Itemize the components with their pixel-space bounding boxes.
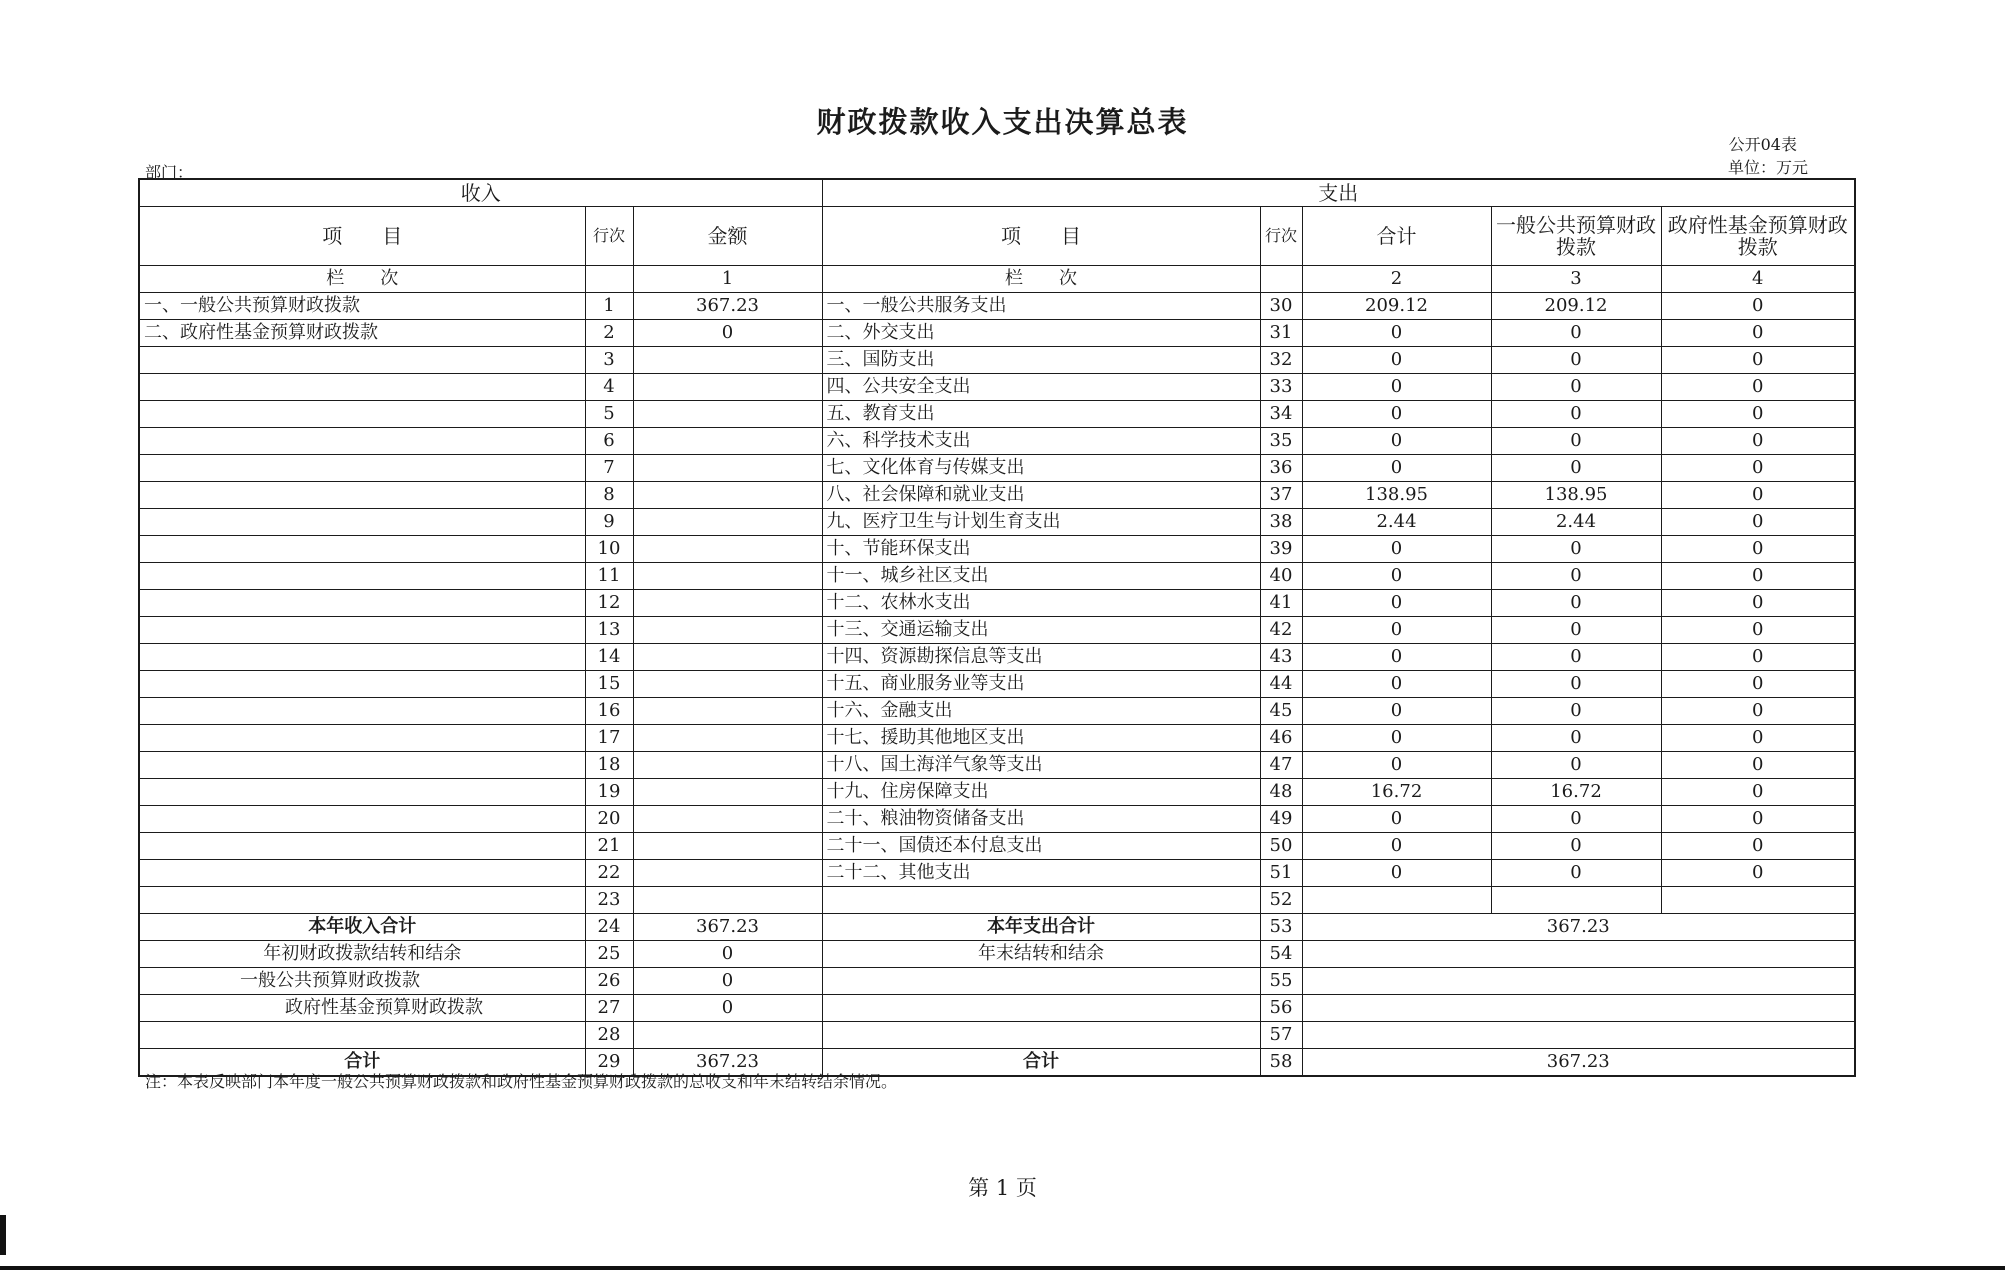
expense-item-cell: 二十、粮油物资储备支出 — [822, 806, 1260, 833]
expense-total-cell: 0 — [1302, 806, 1491, 833]
income-index-line — [585, 266, 633, 293]
income-amount-cell — [633, 401, 822, 428]
income-line-cell: 19 — [585, 779, 633, 806]
expense-fund-cell: 0 — [1661, 671, 1855, 698]
section-header-row — [139, 179, 1855, 207]
expense-item-cell: 十六、金融支出 — [822, 698, 1260, 725]
income-item-cell — [139, 590, 585, 617]
expense-fund-cell — [1661, 887, 1855, 914]
table-row — [139, 617, 1855, 644]
income-index-amount: 1 — [633, 266, 822, 293]
table-row — [139, 887, 1855, 914]
expense-item-cell: 十八、国土海洋气象等支出 — [822, 752, 1260, 779]
expense-item-cell: 十一、城乡社区支出 — [822, 563, 1260, 590]
summary-income-item-cell — [139, 1022, 585, 1049]
table-row — [139, 779, 1855, 806]
summary-income-item-cell: 年初财政拨款结转和结余 — [139, 941, 585, 968]
expense-line-cell: 52 — [1260, 887, 1302, 914]
table-row — [139, 401, 1855, 428]
income-line-cell: 3 — [585, 347, 633, 374]
income-amount-cell — [633, 509, 822, 536]
expense-general-cell: 0 — [1491, 428, 1661, 455]
expense-item-cell: 一、一般公共服务支出 — [822, 293, 1260, 320]
expense-general-cell: 0 — [1491, 374, 1661, 401]
table-row — [139, 536, 1855, 563]
expense-line-header: 行次 — [1260, 207, 1302, 266]
income-amount-cell — [633, 671, 822, 698]
expense-item-cell: 三、国防支出 — [822, 347, 1260, 374]
income-amount-cell — [633, 752, 822, 779]
expense-general-cell: 0 — [1491, 401, 1661, 428]
expense-item-cell: 八、社会保障和就业支出 — [822, 482, 1260, 509]
summary-income-item-cell: 合计 — [139, 1049, 585, 1077]
income-amount-cell — [633, 590, 822, 617]
table-row — [139, 644, 1855, 671]
table-row — [139, 725, 1855, 752]
income-index-label: 栏 次 — [139, 266, 585, 293]
table-row — [139, 455, 1855, 482]
table-row — [139, 347, 1855, 374]
summary-expense-value-cell: 367.23 — [1302, 914, 1855, 941]
expense-item-cell: 十九、住房保障支出 — [822, 779, 1260, 806]
summary-income-amount-cell: 0 — [633, 941, 822, 968]
income-amount-cell — [633, 617, 822, 644]
table-row — [139, 590, 1855, 617]
expense-general-cell: 0 — [1491, 590, 1661, 617]
expense-line-cell: 46 — [1260, 725, 1302, 752]
expense-fund-cell: 0 — [1661, 833, 1855, 860]
expense-line-cell: 34 — [1260, 401, 1302, 428]
expense-index-line — [1260, 266, 1302, 293]
summary-income-line-cell: 25 — [585, 941, 633, 968]
income-line-cell: 9 — [585, 509, 633, 536]
expense-fund-cell: 0 — [1661, 860, 1855, 887]
expense-general-cell: 0 — [1491, 725, 1661, 752]
page-number: 第 1 页 — [968, 1176, 1037, 1200]
department-label: 部门： — [145, 163, 194, 182]
income-item-cell — [139, 617, 585, 644]
expense-fund-cell: 0 — [1661, 455, 1855, 482]
summary-expense-line-cell: 57 — [1260, 1022, 1302, 1049]
income-amount-cell — [633, 536, 822, 563]
unit-label: 单位：万元 — [1727, 158, 1808, 177]
column-index-row — [139, 266, 1855, 293]
table-row — [139, 860, 1855, 887]
income-amount-cell: 367.23 — [633, 293, 822, 320]
budget-summary-table — [138, 178, 1856, 1077]
expense-fund-cell: 0 — [1661, 347, 1855, 374]
expense-item-cell: 十七、援助其他地区支出 — [822, 725, 1260, 752]
expense-item-cell: 十三、交通运输支出 — [822, 617, 1260, 644]
expense-item-cell: 四、公共安全支出 — [822, 374, 1260, 401]
table-row — [139, 293, 1855, 320]
expense-general-cell: 0 — [1491, 752, 1661, 779]
expense-general-cell: 0 — [1491, 644, 1661, 671]
expense-line-cell: 44 — [1260, 671, 1302, 698]
summary-income-amount-cell: 0 — [633, 968, 822, 995]
income-item-cell — [139, 698, 585, 725]
expense-fund-cell: 0 — [1661, 563, 1855, 590]
expense-item-cell: 十、节能环保支出 — [822, 536, 1260, 563]
income-line-cell: 5 — [585, 401, 633, 428]
expense-total-cell: 0 — [1302, 590, 1491, 617]
summary-income-amount-cell: 367.23 — [633, 914, 822, 941]
expense-fund-cell: 0 — [1661, 509, 1855, 536]
summary-expense-value-cell — [1302, 1022, 1855, 1049]
expense-line-cell: 48 — [1260, 779, 1302, 806]
summary-expense-item-cell: 合计 — [822, 1049, 1260, 1077]
expense-item-cell — [822, 887, 1260, 914]
expense-general-cell: 0 — [1491, 455, 1661, 482]
expense-general-cell: 2.44 — [1491, 509, 1661, 536]
income-item-cell — [139, 752, 585, 779]
expense-general-cell — [1491, 887, 1661, 914]
form-code: 公开04表 — [1728, 135, 1797, 154]
expense-line-cell: 45 — [1260, 698, 1302, 725]
summary-row — [139, 914, 1855, 941]
summary-expense-item-cell — [822, 1022, 1260, 1049]
summary-income-item-cell: 本年收入合计 — [139, 914, 585, 941]
income-line-cell: 4 — [585, 374, 633, 401]
table-row — [139, 509, 1855, 536]
scan-edge-mark — [0, 1215, 6, 1255]
income-line-cell: 1 — [585, 293, 633, 320]
expense-line-cell: 31 — [1260, 320, 1302, 347]
expense-general-cell: 0 — [1491, 860, 1661, 887]
income-item-header: 项 目 — [139, 207, 585, 266]
expense-line-cell: 50 — [1260, 833, 1302, 860]
expense-index-fund: 4 — [1661, 266, 1855, 293]
table-row — [139, 752, 1855, 779]
expense-line-cell: 40 — [1260, 563, 1302, 590]
income-amount-cell — [633, 563, 822, 590]
expense-item-cell: 九、医疗卫生与计划生育支出 — [822, 509, 1260, 536]
expense-general-cell: 0 — [1491, 806, 1661, 833]
income-line-cell: 10 — [585, 536, 633, 563]
income-item-cell: 一、一般公共预算财政拨款 — [139, 293, 585, 320]
expense-item-cell: 十四、资源勘探信息等支出 — [822, 644, 1260, 671]
income-amount-cell — [633, 644, 822, 671]
expense-line-cell: 32 — [1260, 347, 1302, 374]
expense-general-cell: 0 — [1491, 833, 1661, 860]
expense-fund-cell: 0 — [1661, 752, 1855, 779]
column-header-row — [139, 207, 1855, 266]
table-row — [139, 482, 1855, 509]
summary-income-line-cell: 24 — [585, 914, 633, 941]
expense-total-cell: 16.72 — [1302, 779, 1491, 806]
income-item-cell — [139, 482, 585, 509]
expense-total-cell: 0 — [1302, 401, 1491, 428]
expense-index-total: 2 — [1302, 266, 1491, 293]
income-line-header: 行次 — [585, 207, 633, 266]
summary-expense-line-cell: 58 — [1260, 1049, 1302, 1077]
footnote: 注：本表反映部门本年度一般公共预算财政拨款和政府性基金预算财政拨款的总收支和年末结转结余情况。 — [145, 1072, 898, 1091]
income-amount-cell — [633, 725, 822, 752]
document-title: 财政拨款收入支出决算总表 — [816, 105, 1189, 139]
expense-total-cell: 0 — [1302, 617, 1491, 644]
summary-income-amount-cell: 0 — [633, 995, 822, 1022]
summary-row — [139, 995, 1855, 1022]
summary-expense-item-cell: 本年支出合计 — [822, 914, 1260, 941]
income-line-cell: 23 — [585, 887, 633, 914]
expense-total-cell: 0 — [1302, 833, 1491, 860]
income-item-cell — [139, 644, 585, 671]
expense-line-cell: 38 — [1260, 509, 1302, 536]
expense-fund-cell: 0 — [1661, 590, 1855, 617]
summary-expense-line-cell: 53 — [1260, 914, 1302, 941]
income-item-cell — [139, 509, 585, 536]
expense-index-general: 3 — [1491, 266, 1661, 293]
income-item-cell — [139, 455, 585, 482]
summary-row — [139, 968, 1855, 995]
expense-general-cell: 0 — [1491, 617, 1661, 644]
income-line-cell: 2 — [585, 320, 633, 347]
expense-fund-cell: 0 — [1661, 698, 1855, 725]
summary-expense-value-cell — [1302, 941, 1855, 968]
income-line-cell: 13 — [585, 617, 633, 644]
expense-total-cell: 2.44 — [1302, 509, 1491, 536]
expense-line-cell: 35 — [1260, 428, 1302, 455]
expense-fund-cell: 0 — [1661, 725, 1855, 752]
expense-item-cell: 七、文化体育与传媒支出 — [822, 455, 1260, 482]
income-line-cell: 7 — [585, 455, 633, 482]
expense-general-cell: 16.72 — [1491, 779, 1661, 806]
expense-fund-cell: 0 — [1661, 293, 1855, 320]
table-row — [139, 806, 1855, 833]
expense-general-cell: 0 — [1491, 347, 1661, 374]
income-item-cell: 二、政府性基金预算财政拨款 — [139, 320, 585, 347]
summary-expense-item-cell — [822, 968, 1260, 995]
income-item-cell — [139, 671, 585, 698]
expense-total-cell: 0 — [1302, 698, 1491, 725]
summary-expense-line-cell: 54 — [1260, 941, 1302, 968]
table-row — [139, 563, 1855, 590]
summary-expense-value-cell: 367.23 — [1302, 1049, 1855, 1077]
expense-total-cell: 0 — [1302, 644, 1491, 671]
expense-line-cell: 36 — [1260, 455, 1302, 482]
income-amount-cell — [633, 806, 822, 833]
summary-income-line-cell: 29 — [585, 1049, 633, 1077]
income-item-cell — [139, 536, 585, 563]
expense-total-cell: 0 — [1302, 374, 1491, 401]
income-item-cell — [139, 860, 585, 887]
income-amount-cell — [633, 698, 822, 725]
expense-general-cell: 138.95 — [1491, 482, 1661, 509]
table-row — [139, 374, 1855, 401]
expense-total-cell: 209.12 — [1302, 293, 1491, 320]
expense-fund-cell: 0 — [1661, 428, 1855, 455]
summary-expense-value-cell — [1302, 968, 1855, 995]
expense-line-cell: 39 — [1260, 536, 1302, 563]
expense-line-cell: 30 — [1260, 293, 1302, 320]
income-amount-cell — [633, 455, 822, 482]
expense-item-cell: 二十二、其他支出 — [822, 860, 1260, 887]
expense-fund-header: 政府性基金预算财政拨款 — [1661, 207, 1855, 266]
expense-general-cell: 0 — [1491, 536, 1661, 563]
income-item-cell — [139, 887, 585, 914]
expense-total-cell: 0 — [1302, 563, 1491, 590]
income-item-cell — [139, 563, 585, 590]
expense-line-cell: 49 — [1260, 806, 1302, 833]
expense-fund-cell: 0 — [1661, 806, 1855, 833]
expense-item-cell: 五、教育支出 — [822, 401, 1260, 428]
expense-fund-cell: 0 — [1661, 779, 1855, 806]
income-amount-cell — [633, 482, 822, 509]
expense-total-cell: 0 — [1302, 455, 1491, 482]
income-amount-cell — [633, 860, 822, 887]
expense-fund-cell: 0 — [1661, 617, 1855, 644]
expense-line-cell: 51 — [1260, 860, 1302, 887]
expense-general-cell: 0 — [1491, 563, 1661, 590]
expense-item-cell: 十二、农林水支出 — [822, 590, 1260, 617]
expense-general-cell: 0 — [1491, 671, 1661, 698]
expense-line-cell: 43 — [1260, 644, 1302, 671]
income-amount-header: 金额 — [633, 207, 822, 266]
summary-income-item-cell: 政府性基金预算财政拨款 — [139, 995, 585, 1022]
expense-general-cell: 0 — [1491, 698, 1661, 725]
expense-item-cell: 二、外交支出 — [822, 320, 1260, 347]
income-item-cell — [139, 806, 585, 833]
income-line-cell: 20 — [585, 806, 633, 833]
expense-fund-cell: 0 — [1661, 536, 1855, 563]
expense-item-cell: 六、科学技术支出 — [822, 428, 1260, 455]
expense-total-cell: 0 — [1302, 860, 1491, 887]
income-line-cell: 12 — [585, 590, 633, 617]
income-item-cell — [139, 401, 585, 428]
expense-line-cell: 37 — [1260, 482, 1302, 509]
income-amount-cell — [633, 887, 822, 914]
summary-income-line-cell: 28 — [585, 1022, 633, 1049]
income-item-cell — [139, 347, 585, 374]
income-item-cell — [139, 428, 585, 455]
summary-expense-item-cell — [822, 995, 1260, 1022]
expense-item-cell: 十五、商业服务业等支出 — [822, 671, 1260, 698]
table-row — [139, 698, 1855, 725]
summary-expense-line-cell: 55 — [1260, 968, 1302, 995]
income-line-cell: 22 — [585, 860, 633, 887]
expense-total-cell: 0 — [1302, 725, 1491, 752]
expense-line-cell: 47 — [1260, 752, 1302, 779]
income-amount-cell — [633, 347, 822, 374]
expense-total-cell: 138.95 — [1302, 482, 1491, 509]
expense-fund-cell: 0 — [1661, 482, 1855, 509]
expense-fund-cell: 0 — [1661, 644, 1855, 671]
income-line-cell: 21 — [585, 833, 633, 860]
expense-item-cell: 二十一、国债还本付息支出 — [822, 833, 1260, 860]
expense-total-cell: 0 — [1302, 320, 1491, 347]
expense-total-header: 合计 — [1302, 207, 1491, 266]
summary-row — [139, 1022, 1855, 1049]
table-row — [139, 428, 1855, 455]
summary-income-line-cell: 26 — [585, 968, 633, 995]
expense-item-header: 项 目 — [822, 207, 1260, 266]
income-line-cell: 6 — [585, 428, 633, 455]
table-row — [139, 833, 1855, 860]
income-amount-cell — [633, 428, 822, 455]
summary-income-amount-cell — [633, 1022, 822, 1049]
summary-income-amount-cell: 367.23 — [633, 1049, 822, 1077]
income-item-cell — [139, 374, 585, 401]
summary-row — [139, 941, 1855, 968]
income-line-cell: 11 — [585, 563, 633, 590]
table-row — [139, 671, 1855, 698]
income-section-header: 收入 — [139, 179, 822, 207]
income-line-cell: 14 — [585, 644, 633, 671]
expense-fund-cell: 0 — [1661, 320, 1855, 347]
expense-fund-cell: 0 — [1661, 401, 1855, 428]
summary-expense-value-cell — [1302, 995, 1855, 1022]
expense-total-cell: 0 — [1302, 536, 1491, 563]
scan-bottom-edge — [0, 1266, 2005, 1270]
expense-line-cell: 42 — [1260, 617, 1302, 644]
expense-line-cell: 41 — [1260, 590, 1302, 617]
expense-general-cell: 209.12 — [1491, 293, 1661, 320]
income-line-cell: 8 — [585, 482, 633, 509]
income-item-cell — [139, 833, 585, 860]
summary-income-line-cell: 27 — [585, 995, 633, 1022]
expense-index-label: 栏 次 — [822, 266, 1260, 293]
expense-total-cell: 0 — [1302, 752, 1491, 779]
income-amount-cell — [633, 374, 822, 401]
expense-total-cell: 0 — [1302, 428, 1491, 455]
expense-line-cell: 33 — [1260, 374, 1302, 401]
income-line-cell: 16 — [585, 698, 633, 725]
income-amount-cell — [633, 779, 822, 806]
table-row — [139, 320, 1855, 347]
income-line-cell: 15 — [585, 671, 633, 698]
expense-fund-cell: 0 — [1661, 374, 1855, 401]
income-item-cell — [139, 725, 585, 752]
summary-income-item-cell: 一般公共预算财政拨款 — [139, 968, 585, 995]
summary-expense-line-cell: 56 — [1260, 995, 1302, 1022]
summary-expense-item-cell: 年末结转和结余 — [822, 941, 1260, 968]
expense-total-cell: 0 — [1302, 671, 1491, 698]
expense-total-cell — [1302, 887, 1491, 914]
expense-total-cell: 0 — [1302, 347, 1491, 374]
expense-general-cell: 0 — [1491, 320, 1661, 347]
expense-section-header: 支出 — [822, 179, 1855, 207]
income-amount-cell: 0 — [633, 320, 822, 347]
income-item-cell — [139, 779, 585, 806]
income-line-cell: 18 — [585, 752, 633, 779]
expense-general-header: 一般公共预算财政拨款 — [1491, 207, 1661, 266]
income-line-cell: 17 — [585, 725, 633, 752]
income-amount-cell — [633, 833, 822, 860]
